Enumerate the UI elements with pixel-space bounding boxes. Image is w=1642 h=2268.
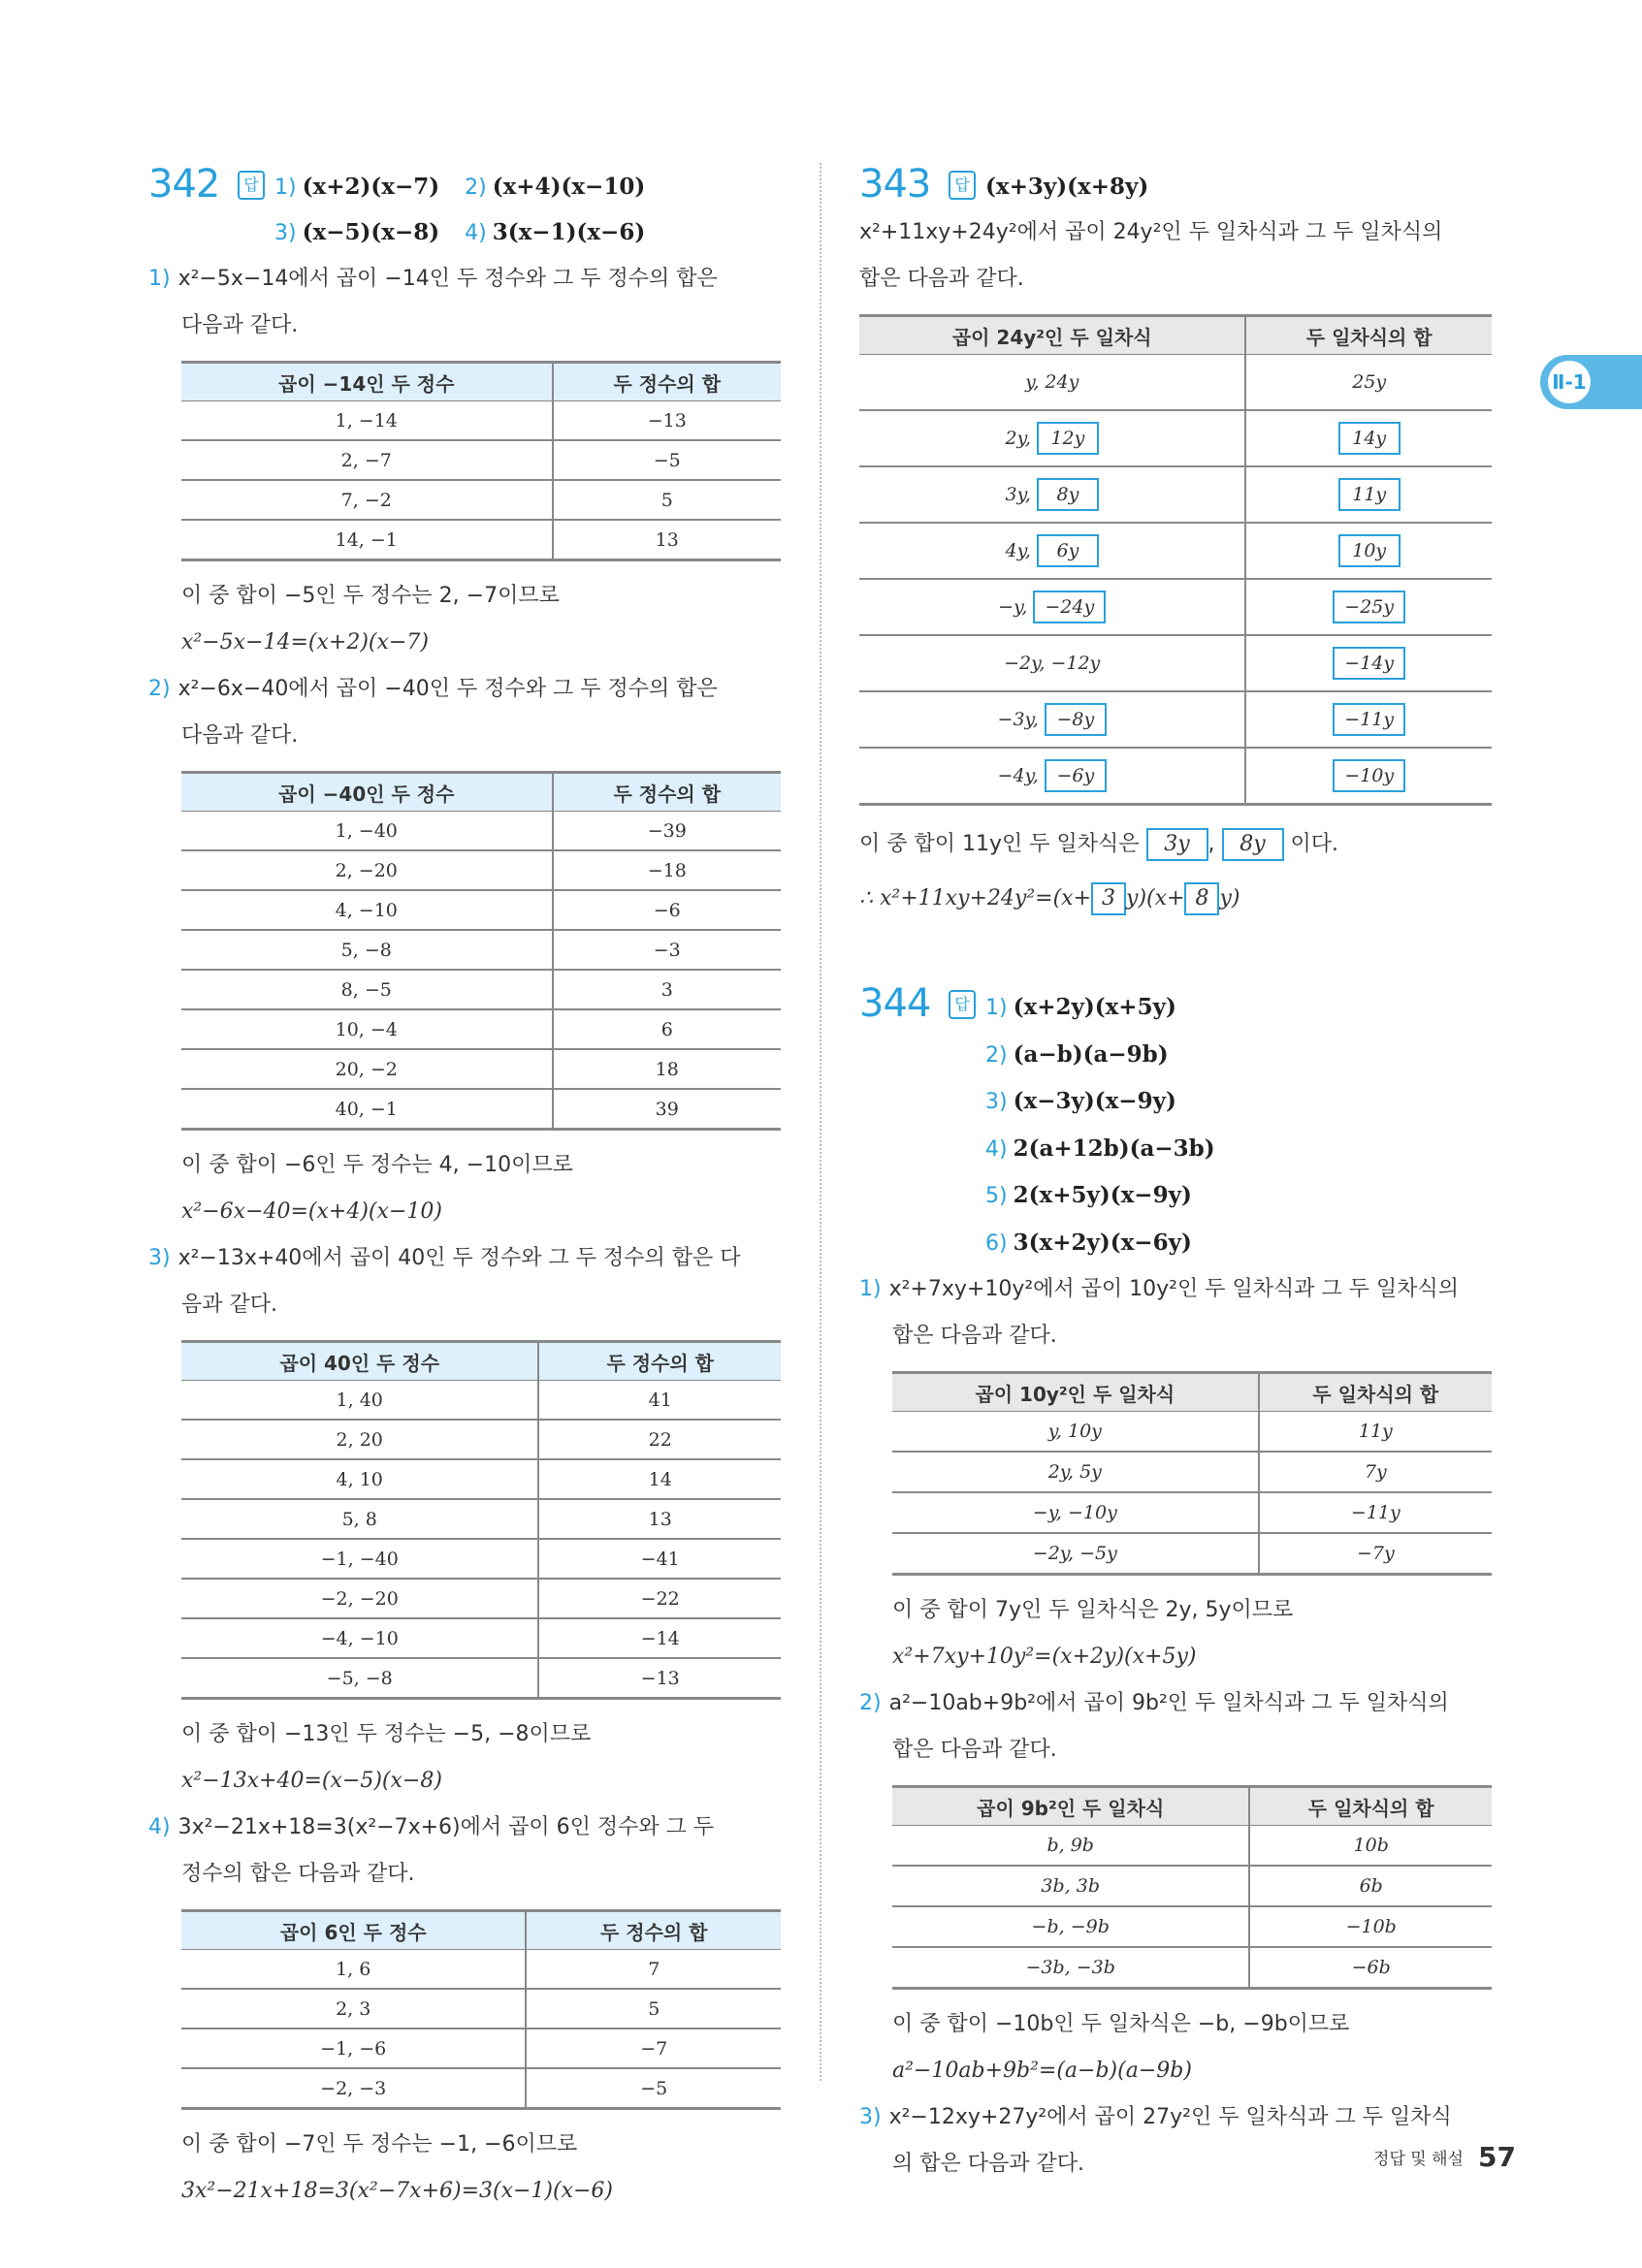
solution-3-text-cont: 의 합은 다음과 같다. — [892, 2152, 1084, 2176]
problem-number: 343 — [859, 162, 931, 207]
table-row: −1, −6 −7 — [181, 2028, 781, 2068]
table-row: 1, 40 41 — [181, 1381, 781, 1421]
answer-item: 6) 3(x+2y)(x−6y) — [985, 1229, 1192, 1256]
table-row: −2, −3 −5 — [181, 2068, 781, 2109]
table-row: −4, −10 −14 — [181, 1618, 781, 1658]
answer-item: 3) (x−3y)(x−9y) — [985, 1088, 1176, 1114]
page-number: 57 — [1478, 2141, 1516, 2173]
table-row: −2y, −5y −7y — [892, 1533, 1492, 1575]
solution-2-text-cont: 합은 다음과 같다. — [892, 1738, 1057, 1762]
table-row: −y, −24y −25y — [859, 579, 1492, 635]
answer-blank: 8 — [1184, 882, 1219, 915]
answer-item: 4) 2(a+12b)(a−3b) — [985, 1134, 1215, 1162]
solution-3-text: 3) x²−12xy+27y²에서 곱이 27y²인 두 일차식과 그 두 일차식 — [859, 2105, 1452, 2129]
table-row: −2, −20 −22 — [181, 1579, 781, 1618]
table-row: y, 24y 25y — [859, 355, 1492, 411]
answer-list — [985, 165, 1174, 209]
solution-1-equation: x²+7xy+10y²=(x+2y)(x+5y) — [892, 1645, 1197, 1669]
table-header: 두 정수의 합 — [553, 773, 782, 812]
solution-3-table — [181, 1340, 781, 1700]
solution-3-conclusion: 이 중 합이 −13인 두 정수는 −5, −8이므로 — [181, 1722, 592, 1746]
solution-3-equation: x²−13x+40=(x−5)(x−8) — [181, 1769, 442, 1793]
problem-342 — [148, 162, 781, 2215]
table-row: y, 10y 11y — [892, 1412, 1492, 1453]
table-header: 두 일차식의 합 — [1259, 1373, 1492, 1412]
table-header: 곱이 −40인 두 정수 — [181, 773, 553, 812]
problem-342-header — [148, 162, 781, 256]
problem-343-header — [859, 162, 1492, 209]
table-row: −3y, −8y −11y — [859, 691, 1492, 748]
table-row: 5, −8 −3 — [181, 930, 781, 970]
chapter-tab[interactable] — [1540, 355, 1642, 409]
solution-1-equation: x²−5x−14=(x+2)(x−7) — [181, 630, 429, 655]
answer-blank: 3y — [1146, 828, 1208, 861]
table-header: 곱이 9b²인 두 일차식 — [892, 1787, 1249, 1826]
solution-2-conclusion: 이 중 합이 −6인 두 정수는 4, −10이므로 — [181, 1153, 573, 1177]
answer-badge: 답 — [238, 171, 265, 200]
answer-blank: −14y — [1333, 647, 1405, 680]
answer-item: (x+3y)(x+8y) — [985, 174, 1149, 200]
table-header: 두 일차식의 합 — [1249, 1787, 1492, 1826]
problems-343-344 — [859, 162, 1492, 2188]
solution-4-text: 4) 3x²−21x+18=3(x²−7x+6)에서 곱이 6인 정수와 그 두 — [148, 1815, 715, 1839]
table-row: −b, −9b −10b — [892, 1906, 1492, 1947]
table-row: −5, −8 −13 — [181, 1658, 781, 1699]
solution-4-text-cont: 정수의 합은 다음과 같다. — [181, 1862, 415, 1886]
table-row: 14, −1 13 — [181, 520, 781, 560]
table-header: 두 정수의 합 — [553, 363, 782, 401]
problem-343-equation: ∴ x²+11xy+24y²=(x+ 3 y)(x+ 8 y) — [859, 872, 1492, 926]
answer-item: 2) (a−b)(a−9b) — [985, 1040, 1169, 1068]
table-header: 곱이 40인 두 정수 — [181, 1342, 538, 1381]
solution-3-text-cont: 음과 같다. — [181, 1293, 277, 1317]
table-header: 두 정수의 합 — [526, 1911, 781, 1950]
table-row: 7, −2 5 — [181, 480, 781, 520]
problem-343-text-cont: 합은 다음과 같다. — [859, 267, 1024, 291]
table-row: −y, −10y −11y — [892, 1492, 1492, 1533]
footer-label: 정답 및 해설 — [1373, 2150, 1464, 2169]
solution-1-table — [181, 361, 781, 561]
column-divider — [820, 163, 821, 2081]
table-row: 4, 10 14 — [181, 1459, 781, 1499]
table-row: 1, −40 −39 — [181, 812, 781, 851]
chapter-tab-label: Ⅱ-1 — [1548, 361, 1591, 403]
solution-1-conclusion: 이 중 합이 7y인 두 일차식은 2y, 5y이므로 — [892, 1598, 1294, 1622]
answer-blank: −24y — [1033, 591, 1106, 623]
table-row: 1, −14 −13 — [181, 401, 781, 441]
solution-1-text-cont: 다음과 같다. — [181, 313, 299, 337]
table-row: −2y, −12y −14y — [859, 635, 1492, 691]
answer-blank: 10y — [1338, 534, 1401, 567]
answer-blank: 8y — [1037, 478, 1099, 511]
table-row: 40, −1 39 — [181, 1089, 781, 1130]
solution-2-conclusion: 이 중 합이 −10b인 두 일차식은 −b, −9b이므로 — [892, 2012, 1350, 2036]
table-header: 두 정수의 합 — [538, 1342, 781, 1381]
table-header: 곱이 6인 두 정수 — [181, 1911, 526, 1950]
table-header: 곱이 10y²인 두 일차식 — [892, 1373, 1259, 1412]
table-row: 2y, 5y 7y — [892, 1452, 1492, 1492]
table-row: b, 9b 10b — [892, 1826, 1492, 1867]
solution-1-text: 1) x²+7xy+10y²에서 곱이 10y²인 두 일차식과 그 두 일차식의 — [859, 1277, 1459, 1301]
answer-blank: −11y — [1333, 703, 1405, 736]
solution-2-text: 2) a²−10ab+9b²에서 곱이 9b²인 두 일차식과 그 두 일차식의 — [859, 1691, 1449, 1715]
table-row: 4y, 6y 10y — [859, 523, 1492, 579]
answer-item: 3) (x−5)(x−8) — [274, 219, 440, 245]
page-footer — [1373, 2141, 1516, 2173]
table-row: 2, −7 −5 — [181, 440, 781, 480]
table-row: 10, −4 6 — [181, 1009, 781, 1049]
table-row: 20, −2 18 — [181, 1049, 781, 1089]
solution-1-text: 1) x²−5x−14에서 곱이 −14인 두 정수와 그 두 정수의 합은 — [148, 267, 718, 291]
answer-list — [985, 984, 1215, 1266]
solution-3-text: 3) x²−13x+40에서 곱이 40인 두 정수와 그 두 정수의 합은 다 — [148, 1246, 741, 1270]
table-row: 8, −5 3 — [181, 970, 781, 1009]
problem-343-conclusion: 이 중 합이 11y인 두 일차식은 3y , 8y 이다. — [859, 817, 1492, 872]
answer-blank: −6y — [1045, 759, 1107, 792]
answer-blank: 14y — [1338, 422, 1401, 455]
table-row: 2, 20 22 — [181, 1420, 781, 1459]
answer-item: 1) (x+2y)(x+5y) — [985, 994, 1176, 1020]
table-row: −1, −40 −41 — [181, 1539, 781, 1579]
table-row: 2, 3 5 — [181, 1989, 781, 2028]
table-row: 3b, 3b 6b — [892, 1866, 1492, 1906]
answer-item: 2) (x+4)(x−10) — [465, 174, 646, 200]
solution-1-text-cont: 합은 다음과 같다. — [892, 1324, 1057, 1348]
answer-blank: −10y — [1333, 759, 1405, 792]
solution-1-conclusion: 이 중 합이 −5인 두 정수는 2, −7이므로 — [181, 584, 560, 608]
solution-2-equation: x²−6x−40=(x+4)(x−10) — [181, 1199, 442, 1224]
answer-item: 5) 2(x+5y)(x−9y) — [985, 1182, 1192, 1208]
solution-1-table — [892, 1371, 1492, 1576]
table-row: −3b, −3b −6b — [892, 1947, 1492, 1989]
problem-number: 344 — [859, 981, 931, 1026]
table-row: 5, 8 13 — [181, 1499, 781, 1539]
table-row: −4y, −6y −10y — [859, 748, 1492, 805]
table-header: 두 일차식의 합 — [1245, 316, 1492, 355]
table-row: 2y, 12y 14y — [859, 410, 1492, 466]
problem-343-table — [859, 314, 1492, 806]
solution-4-table — [181, 1909, 781, 2110]
table-row: 3y, 8y 11y — [859, 466, 1492, 523]
problem-343-text: x²+11xy+24y²에서 곱이 24y²인 두 일차식과 그 두 일차식의 — [859, 220, 1443, 244]
table-row: 4, −10 −6 — [181, 890, 781, 930]
table-row: 2, −20 −18 — [181, 850, 781, 890]
answer-badge: 답 — [949, 990, 976, 1019]
table-row: 1, 6 7 — [181, 1950, 781, 1990]
problem-344-header — [859, 981, 1492, 1266]
answer-blank: 8y — [1222, 828, 1284, 861]
solution-2-text-cont: 다음과 같다. — [181, 723, 299, 748]
answer-blank: −8y — [1045, 703, 1107, 736]
answer-list — [274, 165, 759, 256]
answer-badge: 답 — [949, 171, 976, 200]
answer-blank: 6y — [1037, 534, 1099, 567]
solution-2-text: 2) x²−6x−40에서 곱이 −40인 두 정수와 그 두 정수의 합은 — [148, 677, 718, 701]
answer-blank: 11y — [1338, 478, 1401, 511]
answer-blank: 12y — [1037, 422, 1099, 455]
table-header: 곱이 24y²인 두 일차식 — [859, 316, 1245, 355]
solution-2-table — [892, 1785, 1492, 1990]
answer-blank: 3 — [1091, 882, 1126, 915]
answer-item: 1) (x+2)(x−7) — [274, 174, 440, 200]
answer-blank: −25y — [1333, 591, 1405, 623]
problem-number: 342 — [148, 162, 220, 207]
solution-4-conclusion: 이 중 합이 −7인 두 정수는 −1, −6이므로 — [181, 2132, 578, 2156]
solution-4-equation: 3x²−21x+18=3(x²−7x+6)=3(x−1)(x−6) — [181, 2179, 614, 2203]
answer-item: 4) 3(x−1)(x−6) — [465, 219, 646, 245]
solution-2-equation: a²−10ab+9b²=(a−b)(a−9b) — [892, 2059, 1192, 2083]
solution-2-table — [181, 771, 781, 1131]
table-header: 곱이 −14인 두 정수 — [181, 363, 553, 401]
